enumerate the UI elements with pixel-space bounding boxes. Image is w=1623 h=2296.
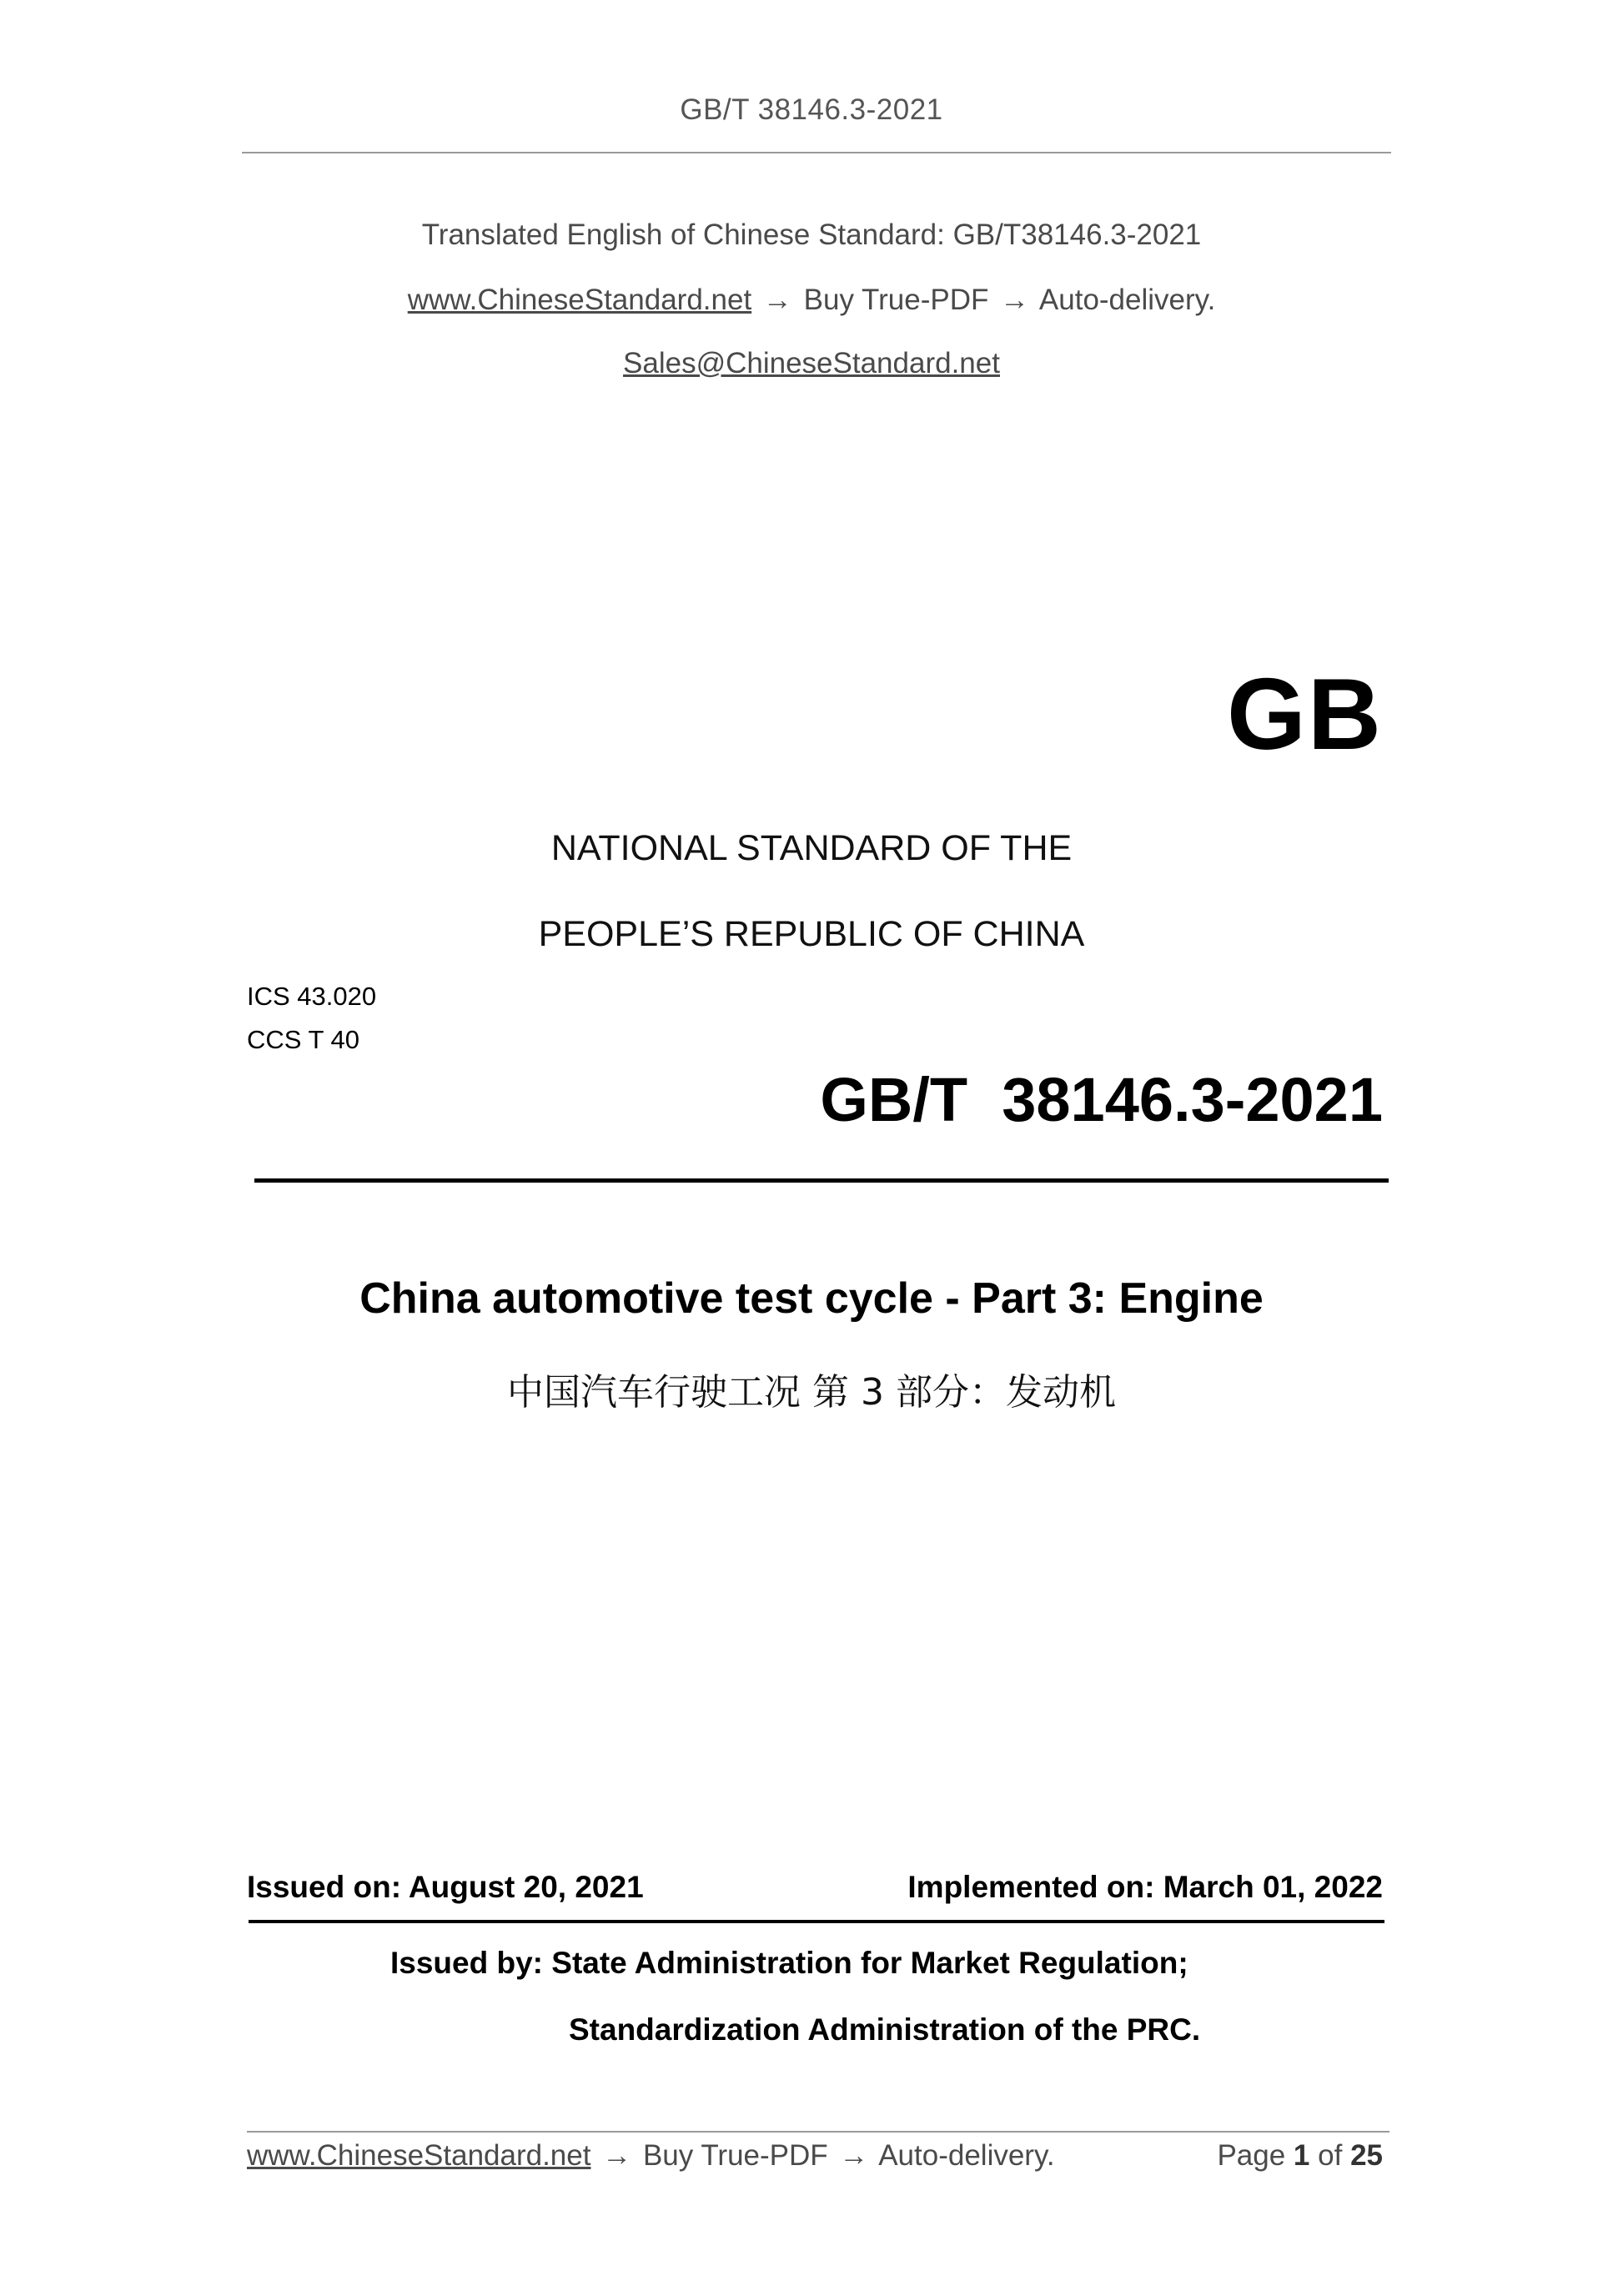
running-header-title: GB/T 38146.3-2021 bbox=[680, 93, 943, 126]
website-link[interactable]: www.ChineseStandard.net bbox=[407, 284, 752, 316]
page-of-label: of bbox=[1318, 2139, 1343, 2172]
page-total: 25 bbox=[1350, 2139, 1383, 2172]
footer-buy-pdf-text: Buy True-PDF bbox=[642, 2139, 828, 2172]
ics-code: ICS 43.020 bbox=[247, 982, 377, 1011]
national-standard-line2: PEOPLE’S REPUBLIC OF CHINA bbox=[538, 914, 1085, 954]
promo-line bbox=[0, 284, 1623, 317]
page-current: 1 bbox=[1293, 2139, 1310, 2172]
issued-by-line2: Standardization Administration of the PRC. bbox=[569, 2012, 1201, 2047]
arrow-right-icon: → bbox=[762, 284, 792, 316]
ccs-code: CCS T 40 bbox=[247, 1025, 359, 1054]
english-title: China automotive test cycle - Part 3: Engine bbox=[359, 1274, 1264, 1323]
header-divider bbox=[242, 152, 1391, 153]
buy-pdf-text: Buy True-PDF bbox=[803, 284, 989, 316]
page-indicator bbox=[1217, 2139, 1383, 2173]
national-standard-line1: NATIONAL STANDARD OF THE bbox=[550, 828, 1073, 868]
email-line bbox=[0, 347, 1623, 380]
page-label: Page bbox=[1217, 2139, 1286, 2172]
chinese-title: 中国汽车行驶工况 第 3 部分：发动机 bbox=[507, 1371, 1116, 1414]
footer-divider bbox=[247, 2131, 1389, 2133]
gb-logo: GB bbox=[1227, 657, 1383, 771]
footer-promo bbox=[247, 2139, 1055, 2173]
issued-on-date: Issued on: August 20, 2021 bbox=[247, 1870, 644, 1904]
standard-number-rule bbox=[254, 1178, 1389, 1183]
arrow-right-icon: → bbox=[1000, 284, 1030, 316]
sales-email-link[interactable]: Sales@ChineseStandard.net bbox=[623, 347, 1000, 379]
implemented-on-date: Implemented on: March 01, 2022 bbox=[907, 1870, 1383, 1904]
issued-by-line1: Issued by: State Administration for Market Regulation; bbox=[390, 1946, 1188, 1980]
arrow-right-icon: → bbox=[839, 2139, 869, 2172]
footer-website-link[interactable]: www.ChineseStandard.net bbox=[247, 2139, 591, 2172]
auto-delivery-text: Auto-delivery. bbox=[1038, 284, 1216, 316]
standard-number: GB/T 38146.3-2021 bbox=[820, 1065, 1383, 1134]
translation-notice: Translated English of Chinese Standard: GB/T38146.3-2021 bbox=[421, 219, 1202, 251]
dates-rule bbox=[249, 1920, 1384, 1923]
footer-auto-delivery-text: Auto-delivery. bbox=[878, 2139, 1055, 2172]
arrow-right-icon: → bbox=[602, 2139, 632, 2172]
